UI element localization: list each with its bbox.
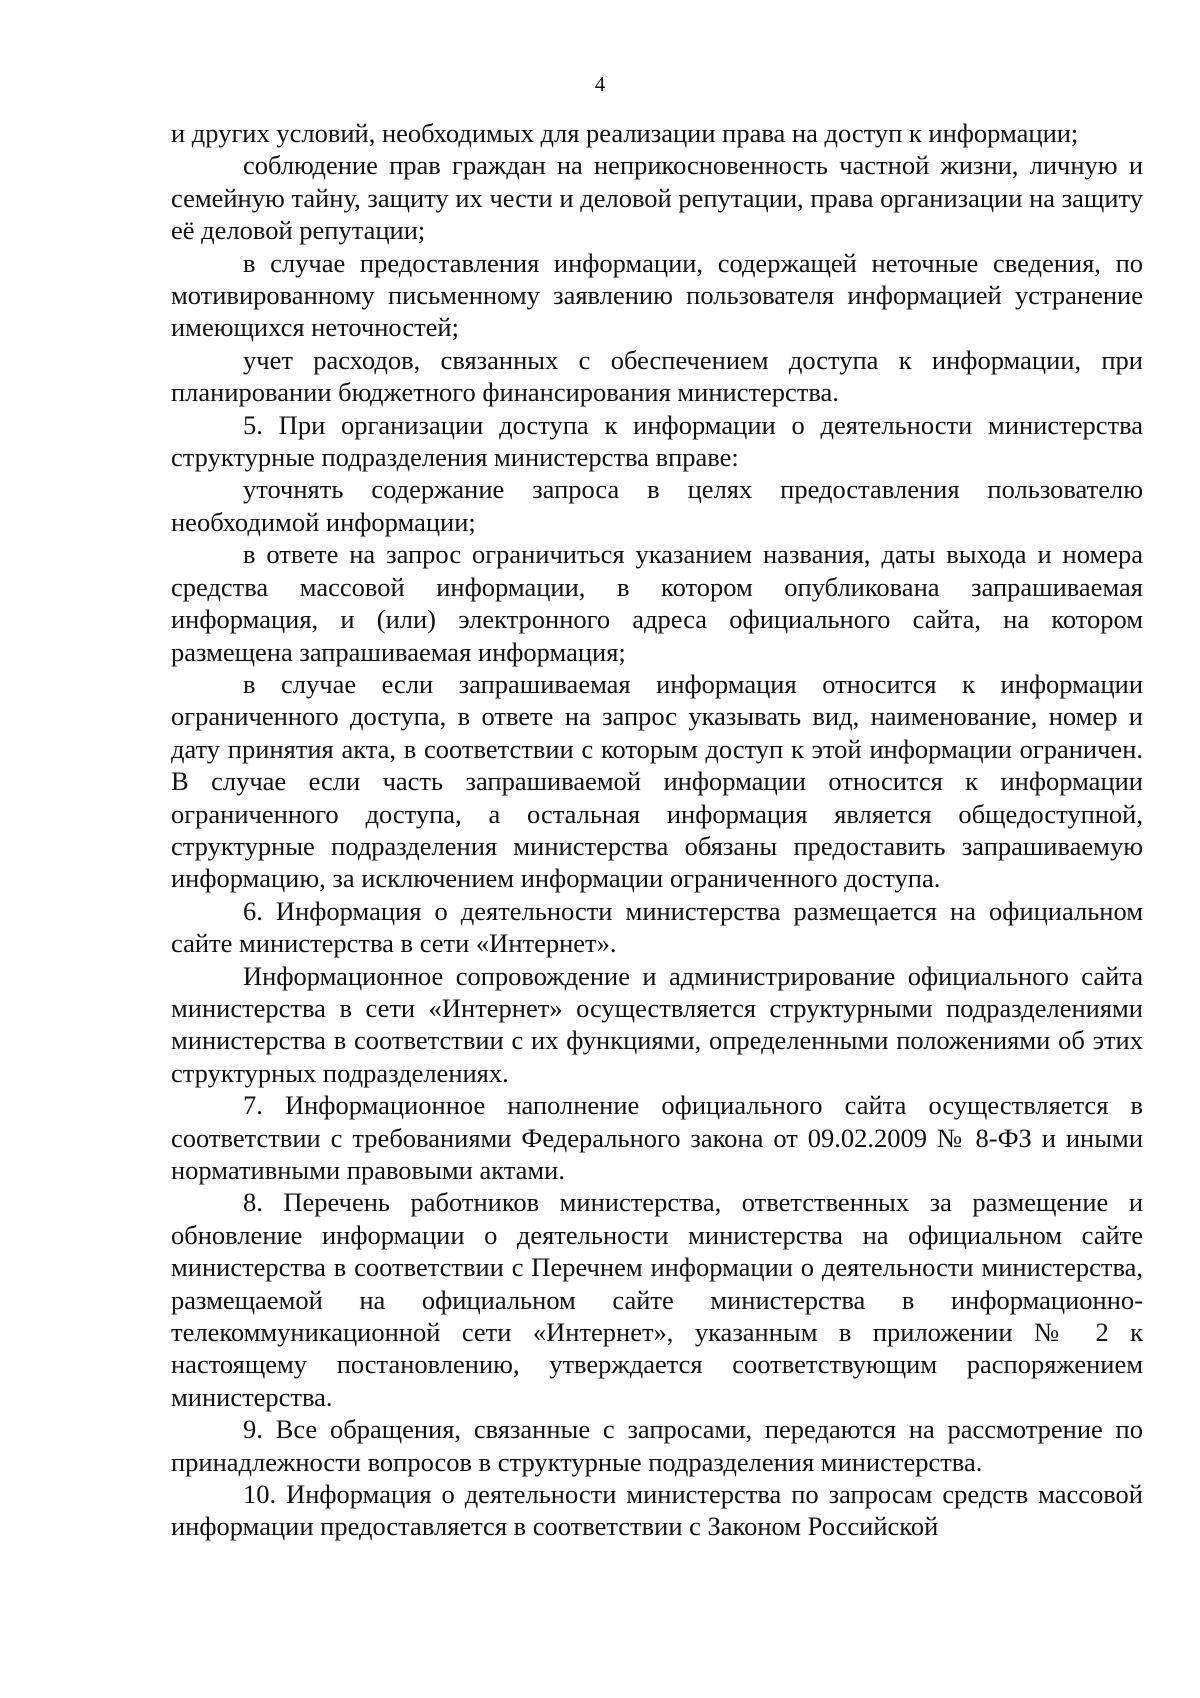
paragraph: соблюдение прав граждан на неприкосновенность частной жизни, личную и семейную тайну, защиту их чести и деловой репутации, права организации на защиту её деловой репутации; (171, 150, 1143, 246)
paragraph-item-7: 7. Информационное наполнение официального сайта осуществляется в соответствии с требованиями Федерального закона от 09.02.2009 № 8-ФЗ и иными нормативными правовыми актами. (171, 1090, 1143, 1185)
paragraph: и других условий, необходимых для реализации права на доступ к информации; (171, 118, 1079, 148)
paragraph-item-10: 10. Информация о деятельности министерства по запросам средств массовой информации предоставляется в соответствии с Законом Российской (171, 1479, 1143, 1542)
paragraph: уточнять содержание запроса в целях предоставления пользователю необходимой информации; (171, 474, 1143, 537)
document-body (171, 117, 1143, 1543)
paragraph: Информационное сопровождение и администрирование официального сайта министерства в сети «Интернет» осуществляется структурными подразделениями министерства в соответствии с их функциями, определенными положениями об этих структурных подразделениях. (171, 960, 1143, 1088)
paragraph-item-8: 8. Перечень работников министерства, ответственных за размещение и обновление информации о деятельности министерства на официальном сайте министерства в соответствии с Перечнем информации о деятельности министерства, размещаемой на официальном сайте министерства в информационно-телекоммуникационной сети «Интернет», указанным в приложении № 2 к настоящему постановлению, утверждается соответствующим распоряжением министерства. (171, 1187, 1143, 1412)
paragraph-item-9: 9. Все обращения, связанные с запросами, передаются на рассмотрение по принадлежности вопросов в структурные подразделения министерства. (171, 1414, 1143, 1477)
paragraph-item-6: 6. Информация о деятельности министерства размещается на официальном сайте министерства в сети «Интернет». (171, 895, 1143, 959)
paragraph: в случае предоставления информации, содержащей неточные сведения, по мотивированному письменному заявлению пользователя информацией устранение имеющихся неточностей; (171, 247, 1143, 343)
paragraph: в случае если запрашиваемая информация относится к информации ограниченного доступа, в ответе на запрос указывать вид, наименование, номер и дату принятия акта, в соответствии с которым доступ к этой информации ограничен. В случае если часть запрашиваемой информации относится к информации ограниченного доступа, а остальная информация является общедоступной, структурные подразделения министерства обязаны предоставить запрашиваемую информацию, за исключением информации ограниченного доступа. (171, 668, 1143, 894)
paragraph-item-5: 5. При организации доступа к информации о деятельности министерства структурные подразделения министерства вправе: (171, 409, 1143, 473)
paragraph: в ответе на запрос ограничиться указанием названия, даты выхода и номера средства массовой информации, в котором опубликована запрашиваемая информация, и (или) электронного адреса официального сайта, на котором размещена запрашиваемая информация; (171, 539, 1143, 667)
page-number: 4 (594, 72, 606, 96)
paragraph: учет расходов, связанных с обеспечением доступа к информации, при планировании бюджетного финансирования министерства. (171, 344, 1143, 408)
